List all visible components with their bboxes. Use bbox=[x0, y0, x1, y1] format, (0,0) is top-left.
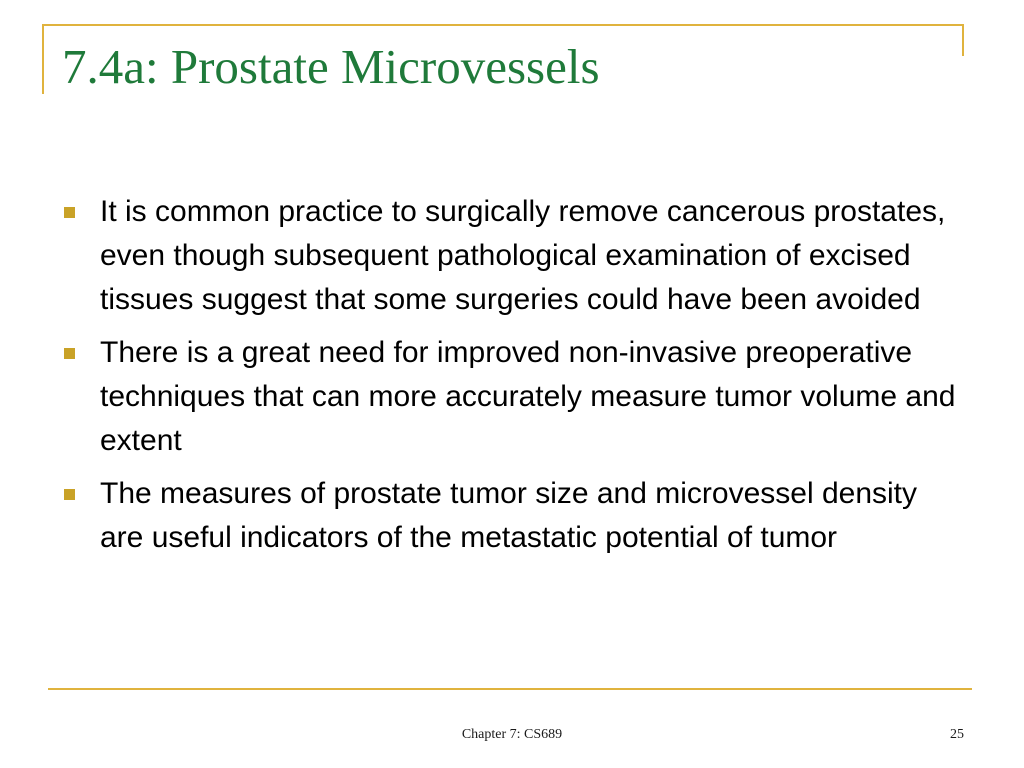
bullet-text: The measures of prostate tumor size and microvessel density are useful indicators of the metastatic potential of tumor bbox=[100, 477, 918, 554]
bullet-list bbox=[62, 190, 962, 569]
bullet-item bbox=[62, 190, 962, 322]
bullet-text: It is common practice to surgically remove cancerous prostates, even though subsequent pathological examination of excised tissues suggest that some surgeries could have been avoided bbox=[100, 195, 946, 316]
bullet-item bbox=[62, 331, 962, 463]
frame-top-line bbox=[42, 24, 964, 26]
page-number: 25 bbox=[950, 727, 964, 742]
slide-title: 7.4a: Prostate Microvessels bbox=[62, 39, 600, 94]
frame-right-line bbox=[962, 24, 964, 56]
bullet-item bbox=[62, 472, 962, 560]
square-bullet-icon bbox=[64, 207, 75, 218]
footer-divider bbox=[48, 688, 972, 690]
footer-chapter: Chapter 7: CS689 bbox=[461, 727, 563, 742]
square-bullet-icon bbox=[64, 348, 75, 359]
frame-left-line bbox=[42, 24, 44, 94]
bullet-text: There is a great need for improved non-invasive preoperative techniques that can more accurately measure tumor volume and extent bbox=[100, 336, 956, 457]
square-bullet-icon bbox=[64, 489, 75, 500]
